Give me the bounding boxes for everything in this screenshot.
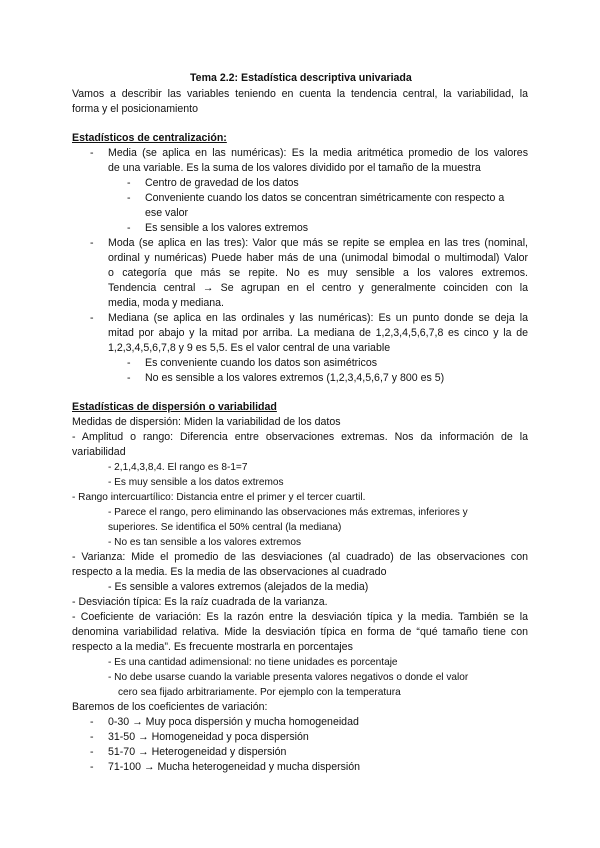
dispersion-sub-line: - Es una cantidad adimensional: no tiene unidades es porcentaje: [108, 657, 398, 668]
moda-text: o categoría que más se repite. No es muy sensible a los valores extremos.: [108, 267, 528, 279]
dispersion-line: - Rango intercuartílico: Distancia entre el primer y el tercer cuartil.: [72, 492, 366, 503]
section-heading-dispersion: Estadísticas de dispersión o variabilidad: [72, 401, 277, 413]
mediana-sub-item: Es conveniente cuando los datos son asimétricos: [145, 357, 378, 369]
dispersion-line: respecto a la media”. Es frecuente mostrarla en porcentajes: [72, 641, 353, 653]
moda-text: Tendencia central → Se agrupan en el centro y generalmente coinciden con la: [108, 282, 528, 294]
dispersion-sub-line: - No debe usarse cuando la variable presenta valores negativos o donde el valor: [108, 672, 469, 683]
dispersion-line: denomina variabilidad relativa. Mide la desviación típica en forma de “qué tamaño tiene con: [72, 626, 528, 638]
media-sub-item: Centro de gravedad de los datos: [145, 177, 299, 189]
list-bullet: -: [90, 147, 94, 159]
dispersion-sub-line: - Es sensible a valores extremos (alejados de la media): [108, 581, 369, 593]
dispersion-line: - Varianza: Mide el promedio de las desviaciones (al cuadrado) de las observaciones con: [72, 551, 528, 563]
dispersion-sub-line: cero sea fijado arbitrariamente. Por ejemplo con la temperatura: [118, 687, 401, 698]
mediana-sub-item: No es sensible a los valores extremos (1,2,3,4,5,6,7 y 800 es 5): [145, 372, 445, 384]
list-bullet: -: [90, 731, 94, 743]
baremo-item: 0-30 → Muy poca dispersión y mucha homogeneidad: [108, 716, 359, 728]
mediana-text: Mediana (se aplica en las ordinales y las numéricas): Es un punto donde se deja la: [108, 312, 528, 324]
baremo-item: 51-70 → Heterogeneidad y dispersión: [108, 746, 287, 758]
list-bullet: -: [90, 312, 94, 324]
dispersion-sub-line: - 2,1,4,3,8,4. El rango es 8-1=7: [108, 462, 248, 473]
mediana-text: 1,2,3,4,5,6,7,8 y 9 es 5,5. Es el valor central de una variable: [108, 342, 391, 354]
sub-bullet: -: [127, 177, 131, 189]
moda-text: Moda (se aplica en las tres): Valor que más se repite se emplea en las tres (nominal,: [108, 237, 528, 249]
intro-line: Vamos a describir las variables teniendo en cuenta la tendencia central, la variabilidad, la: [72, 88, 528, 100]
list-bullet: -: [90, 716, 94, 728]
media-sub-item: Conveniente cuando los datos se concentran simétricamente con respecto a: [145, 192, 505, 204]
intro-line: forma y el posicionamiento: [72, 103, 199, 115]
list-bullet: -: [90, 237, 94, 249]
sub-bullet: -: [127, 357, 131, 369]
media-text: de una variable. Es la suma de los valores dividido por el tamaño de la muestra: [108, 162, 481, 174]
media-sub-item: Es sensible a los valores extremos: [145, 222, 309, 234]
sub-bullet: -: [127, 192, 131, 204]
dispersion-line: Baremos de los coeficientes de variación:: [72, 701, 268, 713]
dispersion-sub-line: superiores. Se identifica el 50% central (la mediana): [108, 522, 342, 533]
document-title: Tema 2.2: Estadística descriptiva univariada: [190, 72, 412, 84]
dispersion-sub-line: - Es muy sensible a los datos extremos: [108, 477, 284, 488]
dispersion-sub-line: - Parece el rango, pero eliminando las observaciones más extremas, inferiores y: [108, 507, 468, 518]
dispersion-line: - Desviación típica: Es la raíz cuadrada de la varianza.: [72, 596, 328, 608]
list-bullet: -: [90, 746, 94, 758]
sub-bullet: -: [127, 222, 131, 234]
dispersion-line: - Amplitud o rango: Diferencia entre observaciones extremas. Nos da información de la: [72, 431, 528, 443]
mediana-text: mitad por abajo y la mitad por arriba. La mediana de 1,2,3,4,5,6,7,8 es cinco y la de: [108, 327, 528, 339]
sub-bullet: -: [127, 372, 131, 384]
dispersion-line: - Coeficiente de variación: Es la razón entre la desviación típica y la media. También se la: [72, 611, 528, 623]
dispersion-line: Medidas de dispersión: Miden la variabilidad de los datos: [72, 416, 341, 428]
section-heading-centralization: Estadísticos de centralización:: [72, 132, 227, 144]
dispersion-line: variabilidad: [72, 446, 126, 458]
dispersion-sub-line: - No es tan sensible a los valores extremos: [108, 537, 301, 548]
media-text: Media (se aplica en las numéricas): Es la media aritmética promedio de los valores: [108, 147, 528, 159]
moda-text: ordinal y numéricas) Puede haber más de una (unimodal bimodal o multimodal) Valor: [108, 252, 528, 264]
baremo-item: 31-50 → Homogeneidad y poca dispersión: [108, 731, 309, 743]
list-bullet: -: [90, 761, 94, 773]
media-sub-item: ese valor: [145, 207, 188, 219]
baremo-item: 71-100 → Mucha heterogeneidad y mucha dispersión: [108, 761, 361, 773]
dispersion-line: respecto a la media. Es la media de las observaciones al cuadrado: [72, 566, 387, 578]
moda-text: media, moda y mediana.: [108, 297, 225, 309]
